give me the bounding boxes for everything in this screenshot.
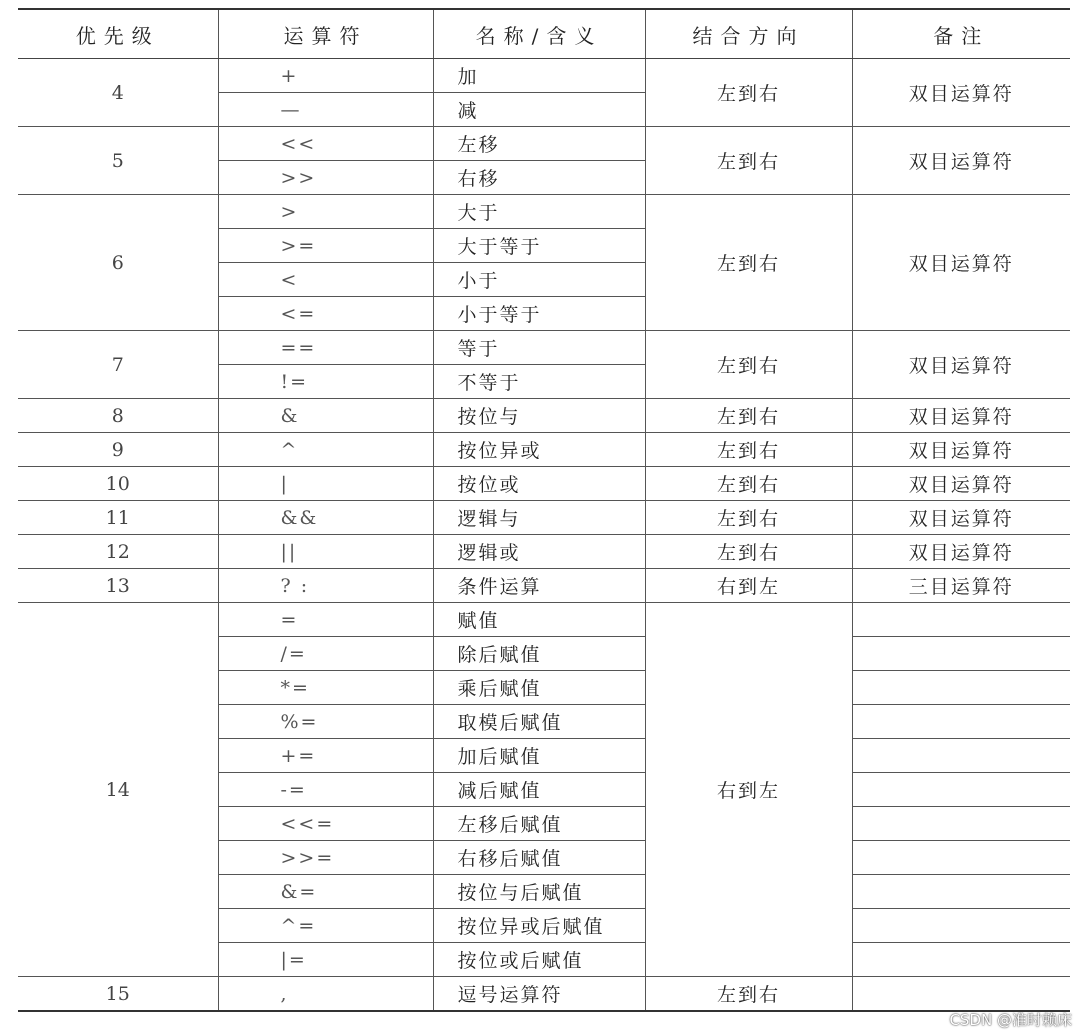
operator-cell: < [218, 263, 433, 297]
associativity-cell: 左到右 [645, 195, 852, 331]
table-row [18, 977, 1070, 1012]
name-cell: 按位异或 [433, 433, 645, 467]
operator-cell: *= [218, 671, 433, 705]
note-cell: 双目运算符 [852, 127, 1070, 195]
note-cell: 双目运算符 [852, 501, 1070, 535]
operator-cell: | [218, 467, 433, 501]
note-cell: 双目运算符 [852, 195, 1070, 331]
operator-cell: & [218, 399, 433, 433]
name-cell: 右移后赋值 [433, 841, 645, 875]
operator-cell: == [218, 331, 433, 365]
table-row [18, 433, 1070, 467]
operator-cell: -= [218, 773, 433, 807]
level-cell: 8 [18, 399, 218, 433]
operator-cell: || [218, 535, 433, 569]
watermark: CSDN @准时赖床 [949, 1011, 1072, 1029]
name-cell: 逗号运算符 [433, 977, 645, 1012]
name-cell: 加 [433, 59, 645, 93]
name-cell: 赋值 [433, 603, 645, 637]
name-cell: 乘后赋值 [433, 671, 645, 705]
operator-precedence-table [18, 8, 1070, 1012]
operator-cell: && [218, 501, 433, 535]
note-cell [852, 841, 1070, 875]
note-cell [852, 773, 1070, 807]
table-row [18, 127, 1070, 161]
table-row [18, 467, 1070, 501]
name-cell: 按位或后赋值 [433, 943, 645, 977]
name-cell: 按位与 [433, 399, 645, 433]
note-cell: 双目运算符 [852, 331, 1070, 399]
name-cell: 不等于 [433, 365, 645, 399]
operator-cell: |= [218, 943, 433, 977]
operator-cell: + [218, 59, 433, 93]
name-cell: 除后赋值 [433, 637, 645, 671]
name-cell: 条件运算 [433, 569, 645, 603]
associativity-cell: 左到右 [645, 127, 852, 195]
operator-cell: != [218, 365, 433, 399]
name-cell: 取模后赋值 [433, 705, 645, 739]
note-cell [852, 909, 1070, 943]
header-cell: 备注 [852, 9, 1070, 59]
name-cell: 小于等于 [433, 297, 645, 331]
name-cell: 加后赋值 [433, 739, 645, 773]
operator-cell: >> [218, 161, 433, 195]
operator-cell: <<= [218, 807, 433, 841]
associativity-cell: 左到右 [645, 399, 852, 433]
level-cell: 15 [18, 977, 218, 1012]
associativity-cell: 左到右 [645, 501, 852, 535]
operator-cell: >= [218, 229, 433, 263]
header-row [18, 9, 1070, 59]
associativity-cell: 左到右 [645, 331, 852, 399]
operator-cell: ^ [218, 433, 433, 467]
name-cell: 逻辑与 [433, 501, 645, 535]
header-cell: 结合方向 [645, 9, 852, 59]
level-cell: 9 [18, 433, 218, 467]
note-cell: 双目运算符 [852, 399, 1070, 433]
level-cell: 14 [18, 603, 218, 977]
operator-cell: = [218, 603, 433, 637]
associativity-cell: 左到右 [645, 467, 852, 501]
note-cell [852, 977, 1070, 1012]
level-cell: 11 [18, 501, 218, 535]
associativity-cell: 左到右 [645, 977, 852, 1012]
note-cell [852, 943, 1070, 977]
name-cell: 减后赋值 [433, 773, 645, 807]
note-cell [852, 671, 1070, 705]
header-cell: 名称/含义 [433, 9, 645, 59]
operator-cell: /= [218, 637, 433, 671]
operator-cell: << [218, 127, 433, 161]
name-cell: 按位与后赋值 [433, 875, 645, 909]
note-cell [852, 705, 1070, 739]
name-cell: 等于 [433, 331, 645, 365]
table-row [18, 331, 1070, 365]
header-cell: 优先级 [18, 9, 218, 59]
table-row [18, 501, 1070, 535]
table-row [18, 535, 1070, 569]
level-cell: 12 [18, 535, 218, 569]
note-cell [852, 875, 1070, 909]
operator-cell: <= [218, 297, 433, 331]
note-cell [852, 603, 1070, 637]
operator-cell: += [218, 739, 433, 773]
table-row [18, 603, 1070, 637]
note-cell [852, 807, 1070, 841]
operator-cell: ? : [218, 569, 433, 603]
note-cell [852, 637, 1070, 671]
associativity-cell: 右到左 [645, 569, 852, 603]
operator-cell: >>= [218, 841, 433, 875]
level-cell: 10 [18, 467, 218, 501]
note-cell [852, 739, 1070, 773]
table-row [18, 399, 1070, 433]
associativity-cell: 右到左 [645, 603, 852, 977]
name-cell: 右移 [433, 161, 645, 195]
operator-cell: — [218, 93, 433, 127]
name-cell: 左移 [433, 127, 645, 161]
header-cell: 运算符 [218, 9, 433, 59]
operator-cell: > [218, 195, 433, 229]
operator-cell: , [218, 977, 433, 1012]
level-cell: 4 [18, 59, 218, 127]
table-body [18, 59, 1070, 1012]
name-cell: 逻辑或 [433, 535, 645, 569]
associativity-cell: 左到右 [645, 59, 852, 127]
name-cell: 按位或 [433, 467, 645, 501]
level-cell: 13 [18, 569, 218, 603]
name-cell: 按位异或后赋值 [433, 909, 645, 943]
table-row [18, 59, 1070, 93]
table-row [18, 569, 1070, 603]
note-cell: 双目运算符 [852, 433, 1070, 467]
level-cell: 5 [18, 127, 218, 195]
name-cell: 减 [433, 93, 645, 127]
level-cell: 7 [18, 331, 218, 399]
name-cell: 小于 [433, 263, 645, 297]
table-row [18, 195, 1070, 229]
name-cell: 大于 [433, 195, 645, 229]
name-cell: 大于等于 [433, 229, 645, 263]
operator-cell: ^= [218, 909, 433, 943]
note-cell: 三目运算符 [852, 569, 1070, 603]
operator-cell: %= [218, 705, 433, 739]
name-cell: 左移后赋值 [433, 807, 645, 841]
note-cell: 双目运算符 [852, 467, 1070, 501]
level-cell: 6 [18, 195, 218, 331]
associativity-cell: 左到右 [645, 535, 852, 569]
note-cell: 双目运算符 [852, 535, 1070, 569]
operator-cell: &= [218, 875, 433, 909]
associativity-cell: 左到右 [645, 433, 852, 467]
note-cell: 双目运算符 [852, 59, 1070, 127]
